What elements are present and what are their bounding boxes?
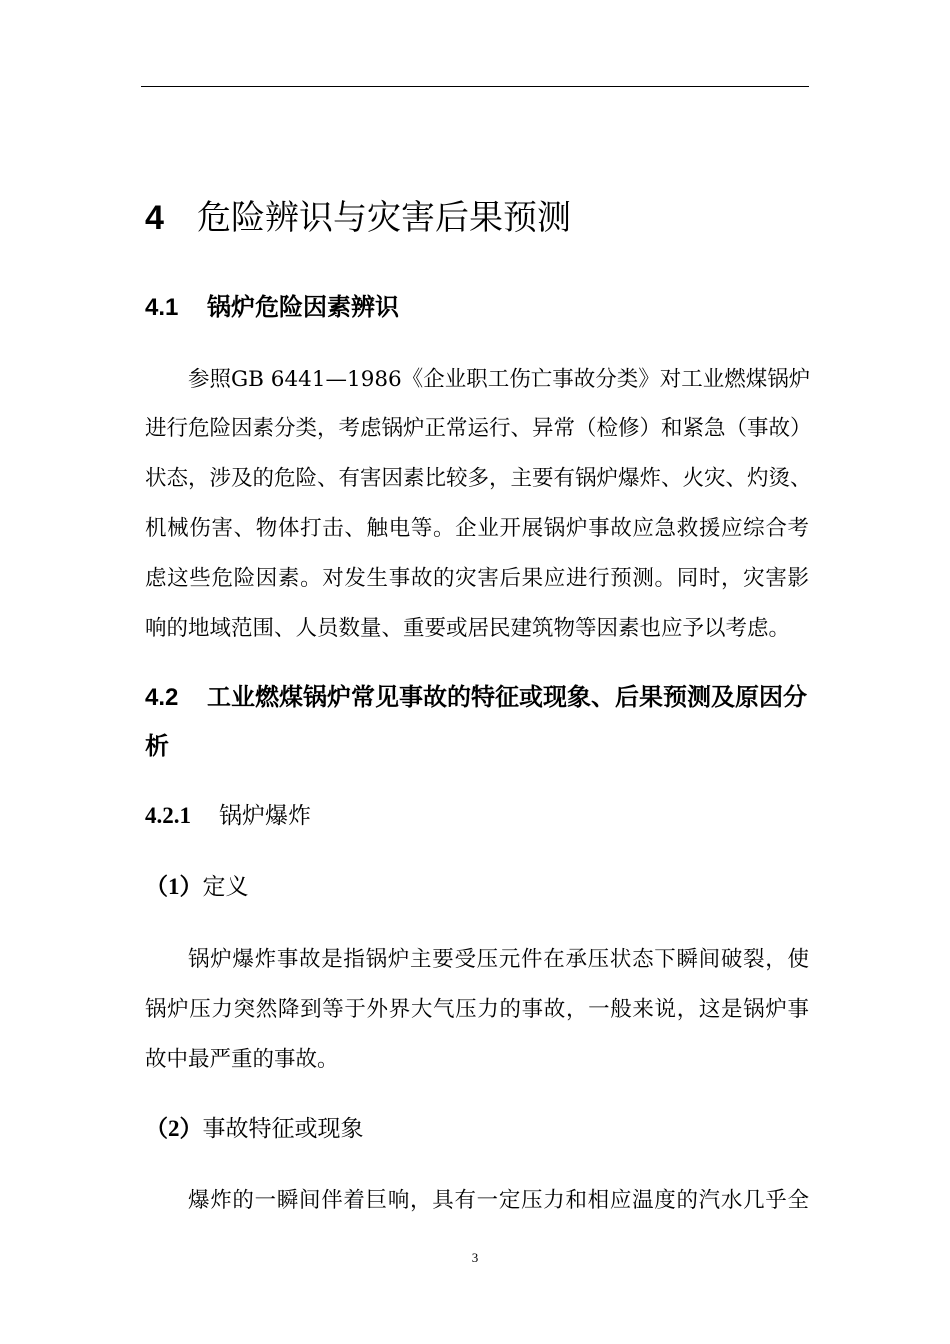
paragraph-line: 参照GB 6441—1986《企业职工伤亡事故分类》对工业燃煤锅炉	[188, 367, 811, 392]
section-number: 4.2	[145, 684, 179, 711]
section-title: 锅炉危险因素辨识	[207, 293, 399, 321]
item-number: （2）	[145, 1116, 203, 1141]
item-title: 定义	[202, 874, 249, 900]
section-4-1-heading	[145, 290, 399, 325]
item-title: 事故特征或现象	[202, 1116, 364, 1142]
chapter-heading	[145, 193, 571, 243]
page-number: 3	[471, 1250, 479, 1265]
paragraph-line: 爆炸的一瞬间伴着巨响，具有一定压力和相应温度的汽水几乎全	[188, 1188, 809, 1213]
paragraph-line: 锅炉压力突然降到等于外界大气压力的事故，一般来说，这是锅炉事	[145, 997, 809, 1022]
item-number: （1）	[145, 874, 203, 899]
section-number: 4.1	[145, 294, 179, 321]
subsection-title: 锅炉爆炸	[219, 803, 311, 829]
paragraph-line: 锅炉爆炸事故是指锅炉主要受压元件在承压状态下瞬间破裂，使	[188, 947, 809, 972]
subsection-4-2-1-heading	[145, 799, 311, 833]
section-4-2-heading	[145, 673, 815, 770]
chapter-number: 4	[145, 199, 164, 237]
item-features-heading	[145, 1112, 364, 1146]
paragraph-line: 进行危险因素分类，考虑锅炉正常运行、异常（检修）和紧急（事故）	[145, 416, 812, 441]
header-rule	[141, 86, 809, 87]
item-definition-heading	[145, 870, 249, 904]
paragraph-line: 机械伤害、物体打击、触电等。企业开展锅炉事故应急救援应综合考	[145, 516, 809, 541]
chapter-title: 危险辨识与灾害后果预测	[197, 198, 571, 238]
paragraph-line: 响的地域范围、人员数量、重要或居民建筑物等因素也应予以考虑。	[145, 616, 791, 641]
subsection-number: 4.2.1	[145, 803, 191, 828]
section-title: 工业燃煤锅炉常见事故的特征或现象、后果预测及原因分析	[145, 683, 807, 760]
paragraph-line: 状态，涉及的危险、有害因素比较多，主要有锅炉爆炸、火灾、灼烫、	[145, 466, 812, 491]
paragraph-line: 虑这些危险因素。对发生事故的灾害后果应进行预测。同时，灾害影	[145, 566, 809, 591]
paragraph-line: 故中最严重的事故。	[145, 1047, 339, 1072]
